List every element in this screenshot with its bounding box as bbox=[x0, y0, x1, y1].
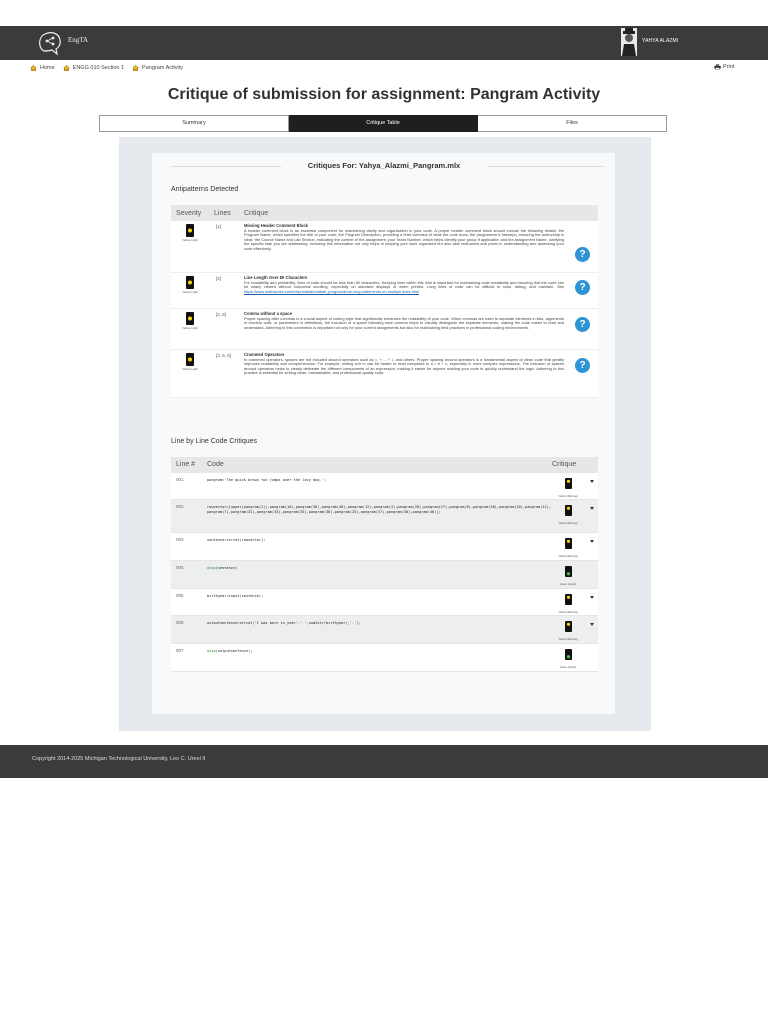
line-number: 007 bbox=[176, 648, 184, 653]
yellow-light-icon bbox=[186, 276, 194, 289]
light-cell[interactable]: Green (Good) bbox=[552, 564, 584, 586]
antipatterns-table bbox=[171, 205, 598, 398]
antipatterns-title: Antipatterns Detected bbox=[171, 186, 239, 193]
footer bbox=[0, 745, 768, 778]
antipattern-row bbox=[171, 273, 598, 309]
severity-cell: Yellow Light bbox=[177, 276, 203, 294]
footer-copyright: Copyright 2014-2025 Michigan Technological University, Leo C. Ureel II bbox=[32, 756, 206, 762]
user-avatar[interactable] bbox=[621, 28, 637, 56]
line-critiques-table bbox=[171, 457, 598, 672]
antipattern-row bbox=[171, 309, 598, 350]
line-number: 005 bbox=[176, 593, 184, 598]
code-text: birthyear=input(sentence); bbox=[207, 594, 264, 598]
code-line-row bbox=[171, 561, 598, 589]
code-line-row bbox=[171, 473, 598, 500]
col-code: Code bbox=[207, 461, 224, 468]
breadcrumb-assignment[interactable]: Pangram Activity bbox=[132, 65, 183, 71]
code-text: outputsentence=strcat('I was born in year',' ',num2str(birthyear),'.'); bbox=[207, 621, 361, 625]
help-icon[interactable]: ? bbox=[575, 280, 590, 295]
expand-caret-icon[interactable] bbox=[590, 540, 594, 543]
code-line-row bbox=[171, 589, 598, 616]
yellow-light-icon bbox=[186, 312, 194, 325]
yellow-light-icon bbox=[565, 621, 572, 632]
help-icon[interactable]: ? bbox=[575, 247, 590, 262]
col-lines: Lines bbox=[214, 209, 231, 217]
yellow-light-icon bbox=[565, 505, 572, 516]
expand-caret-icon[interactable] bbox=[590, 596, 594, 599]
code-line-row bbox=[171, 533, 598, 561]
line-critiques-title: Line by Line Code Critiques bbox=[171, 438, 257, 445]
antipattern-row bbox=[171, 221, 598, 273]
line-number: 004 bbox=[176, 565, 184, 570]
top-navbar bbox=[0, 26, 768, 60]
col-critique: Critique bbox=[244, 209, 269, 217]
light-cell[interactable]: Green (Good) bbox=[552, 647, 584, 669]
line-number: 003 bbox=[176, 537, 184, 542]
green-light-icon bbox=[565, 566, 572, 577]
line-number: 006 bbox=[176, 620, 184, 625]
code-text: disp(sentence) bbox=[207, 566, 238, 570]
lines-cell: [1] bbox=[216, 224, 222, 229]
tab-critique-table[interactable]: Critique Table bbox=[289, 115, 478, 132]
light-cell[interactable]: Yellow (Warning) bbox=[552, 536, 584, 558]
help-icon[interactable]: ? bbox=[575, 317, 590, 332]
tab-summary[interactable]: Summary bbox=[99, 115, 289, 132]
expand-caret-icon[interactable] bbox=[590, 480, 594, 483]
severity-cell: Yellow Light bbox=[177, 224, 203, 242]
code-text: rowvector=[upper(pangram(2)),pangram(18),pangram(36),pangram(40),pangram(12),pangram(4),pangram(28),pangram(27),pangram(8),pangram(38),pangram(10),pangram(11),pangram(7),pangram(32),pangram(33),pangram(35),pangram(30),pangram(25),pangram(37),pangram(50),pangram(46)]; bbox=[207, 505, 552, 514]
home-icon bbox=[63, 65, 70, 71]
antipatterns-header bbox=[171, 205, 598, 221]
expand-caret-icon[interactable] bbox=[590, 507, 594, 510]
code-line-row bbox=[171, 644, 598, 672]
critique-heading: Critiques For: Yahya_Alazmi_Pangram.mlx bbox=[307, 161, 461, 170]
home-icon bbox=[132, 65, 139, 71]
col-line-number: Line # bbox=[176, 461, 196, 468]
user-name[interactable]: YAHYA ALAZMI bbox=[642, 38, 679, 44]
critique-cell: Missing Header Comment Block A header comment block is an essential component for maintaining clarity and organization in your code. A proper header comment block should include the following details: the Program Name, which specifies the title of your code; the Program Description, providing a brief overview of what the code does; the programmer's Name(s), ensuring the authorship is clear; the Course Name and Lab Section, indicating the context of the assignment; your Team Number, which helps identify your group if applicable; and the Assignment Name, clarifying the specific task you are addressing. Including this information not only helps in keeping your work organized but also aids instructors and peers in understanding and assessing your code effectively. bbox=[244, 223, 564, 251]
engta-logo-icon[interactable] bbox=[36, 29, 64, 57]
home-icon bbox=[30, 65, 37, 71]
light-cell[interactable]: Yellow (Warning) bbox=[552, 592, 584, 614]
yellow-light-icon bbox=[565, 538, 572, 549]
severity-cell: Yellow Light bbox=[177, 312, 203, 330]
app-name[interactable]: EngTA bbox=[68, 36, 89, 44]
light-cell[interactable]: Yellow (Warning) bbox=[552, 503, 584, 525]
code-text: sentence=strcat(rowvector); bbox=[207, 538, 266, 542]
breadcrumb-home[interactable]: Home bbox=[30, 65, 55, 71]
breadcrumb bbox=[30, 64, 191, 72]
lines-cell: [3, 5, 6] bbox=[216, 353, 232, 358]
breadcrumb-course[interactable]: ENGG 010 Section 1 bbox=[63, 65, 124, 71]
tab-files[interactable]: Files bbox=[478, 115, 667, 132]
expand-caret-icon[interactable] bbox=[590, 623, 594, 626]
yellow-light-icon bbox=[565, 594, 572, 605]
page-title: Critique of submission for assignment: Pangram Activity bbox=[167, 86, 601, 103]
yellow-light-icon bbox=[186, 224, 194, 237]
critique-cell: Comma without a space Proper spacing after commas is a crucial aspect of coding style that significantly enhances the readability of your code. When commas are used to separate elements in lists, arguments in function calls, or parameters in definitions, the inclusion of a space following each comma helps to visually distinguish the separate elements, making the code easier to read and understand. Adhering to this convention is important not only for your current assignments but also for maintaining best practices in professional coding environments. bbox=[244, 311, 564, 330]
yellow-light-icon bbox=[565, 478, 572, 489]
code-line-row bbox=[171, 500, 598, 533]
col-line-critique: Critique bbox=[552, 461, 577, 468]
line-number: 001 bbox=[176, 477, 184, 482]
yellow-light-icon bbox=[186, 353, 194, 366]
lines-cell: [2] bbox=[216, 276, 222, 281]
critique-cell: Line Length Over 80 Characters For readability and printability, lines of code should be less than 80 characters. Keeping lines within this limit is important for maintaining code readability and ensuring that the code can be easily viewed without horizontal scrolling, especially on standard displays or when printed. Long lines of code can be difficult to read, debug, and maintain. See https://www.mathworks.com/help/matlab/matlab_prog/continue-long-statements-on-multiple-lines.html bbox=[244, 275, 564, 294]
line-critiques-header bbox=[171, 457, 598, 473]
light-cell[interactable]: Yellow (Warning) bbox=[552, 476, 584, 498]
print-button[interactable]: Print bbox=[714, 64, 734, 70]
lines-cell: [2, 6] bbox=[216, 312, 227, 317]
green-light-icon bbox=[565, 649, 572, 660]
line-number: 002 bbox=[176, 504, 184, 509]
code-line-row bbox=[171, 616, 598, 644]
code-text: pangram='The quick brown fox jumps over the lazy dog.'; bbox=[207, 478, 326, 482]
mathworks-link[interactable]: https://www.mathworks.com/help/matlab/matlab_prog/continue-long-statements-on-multiple-lines.html bbox=[244, 288, 419, 294]
view-tabs bbox=[99, 115, 667, 132]
printer-icon bbox=[714, 64, 721, 70]
col-severity: Severity bbox=[176, 209, 202, 217]
light-cell[interactable]: Yellow (Warning) bbox=[552, 619, 584, 641]
antipattern-row bbox=[171, 350, 598, 398]
severity-cell: Yellow Light bbox=[177, 353, 203, 371]
code-text: disp(outputsentence); bbox=[207, 649, 253, 653]
help-icon[interactable]: ? bbox=[575, 358, 590, 373]
critique-cell: Crammed Operators In crammed operators, spaces are not included around operators such as =, +, -, *, /, and others. Proper spacing around operators is a fundamental aspect of clean code that greatly improves readability and comprehension. For example, writing a=b+c can be harder to read compared to a = b + c, especially in more complex expressions. The inclusion of spaces around operators helps to clearly delineate the different components of an expression, making it easier for anyone reading your code to quickly understand the logic. Adhering to this practice is essential for writing clean, maintainable, and professional-quality code. bbox=[244, 352, 564, 375]
